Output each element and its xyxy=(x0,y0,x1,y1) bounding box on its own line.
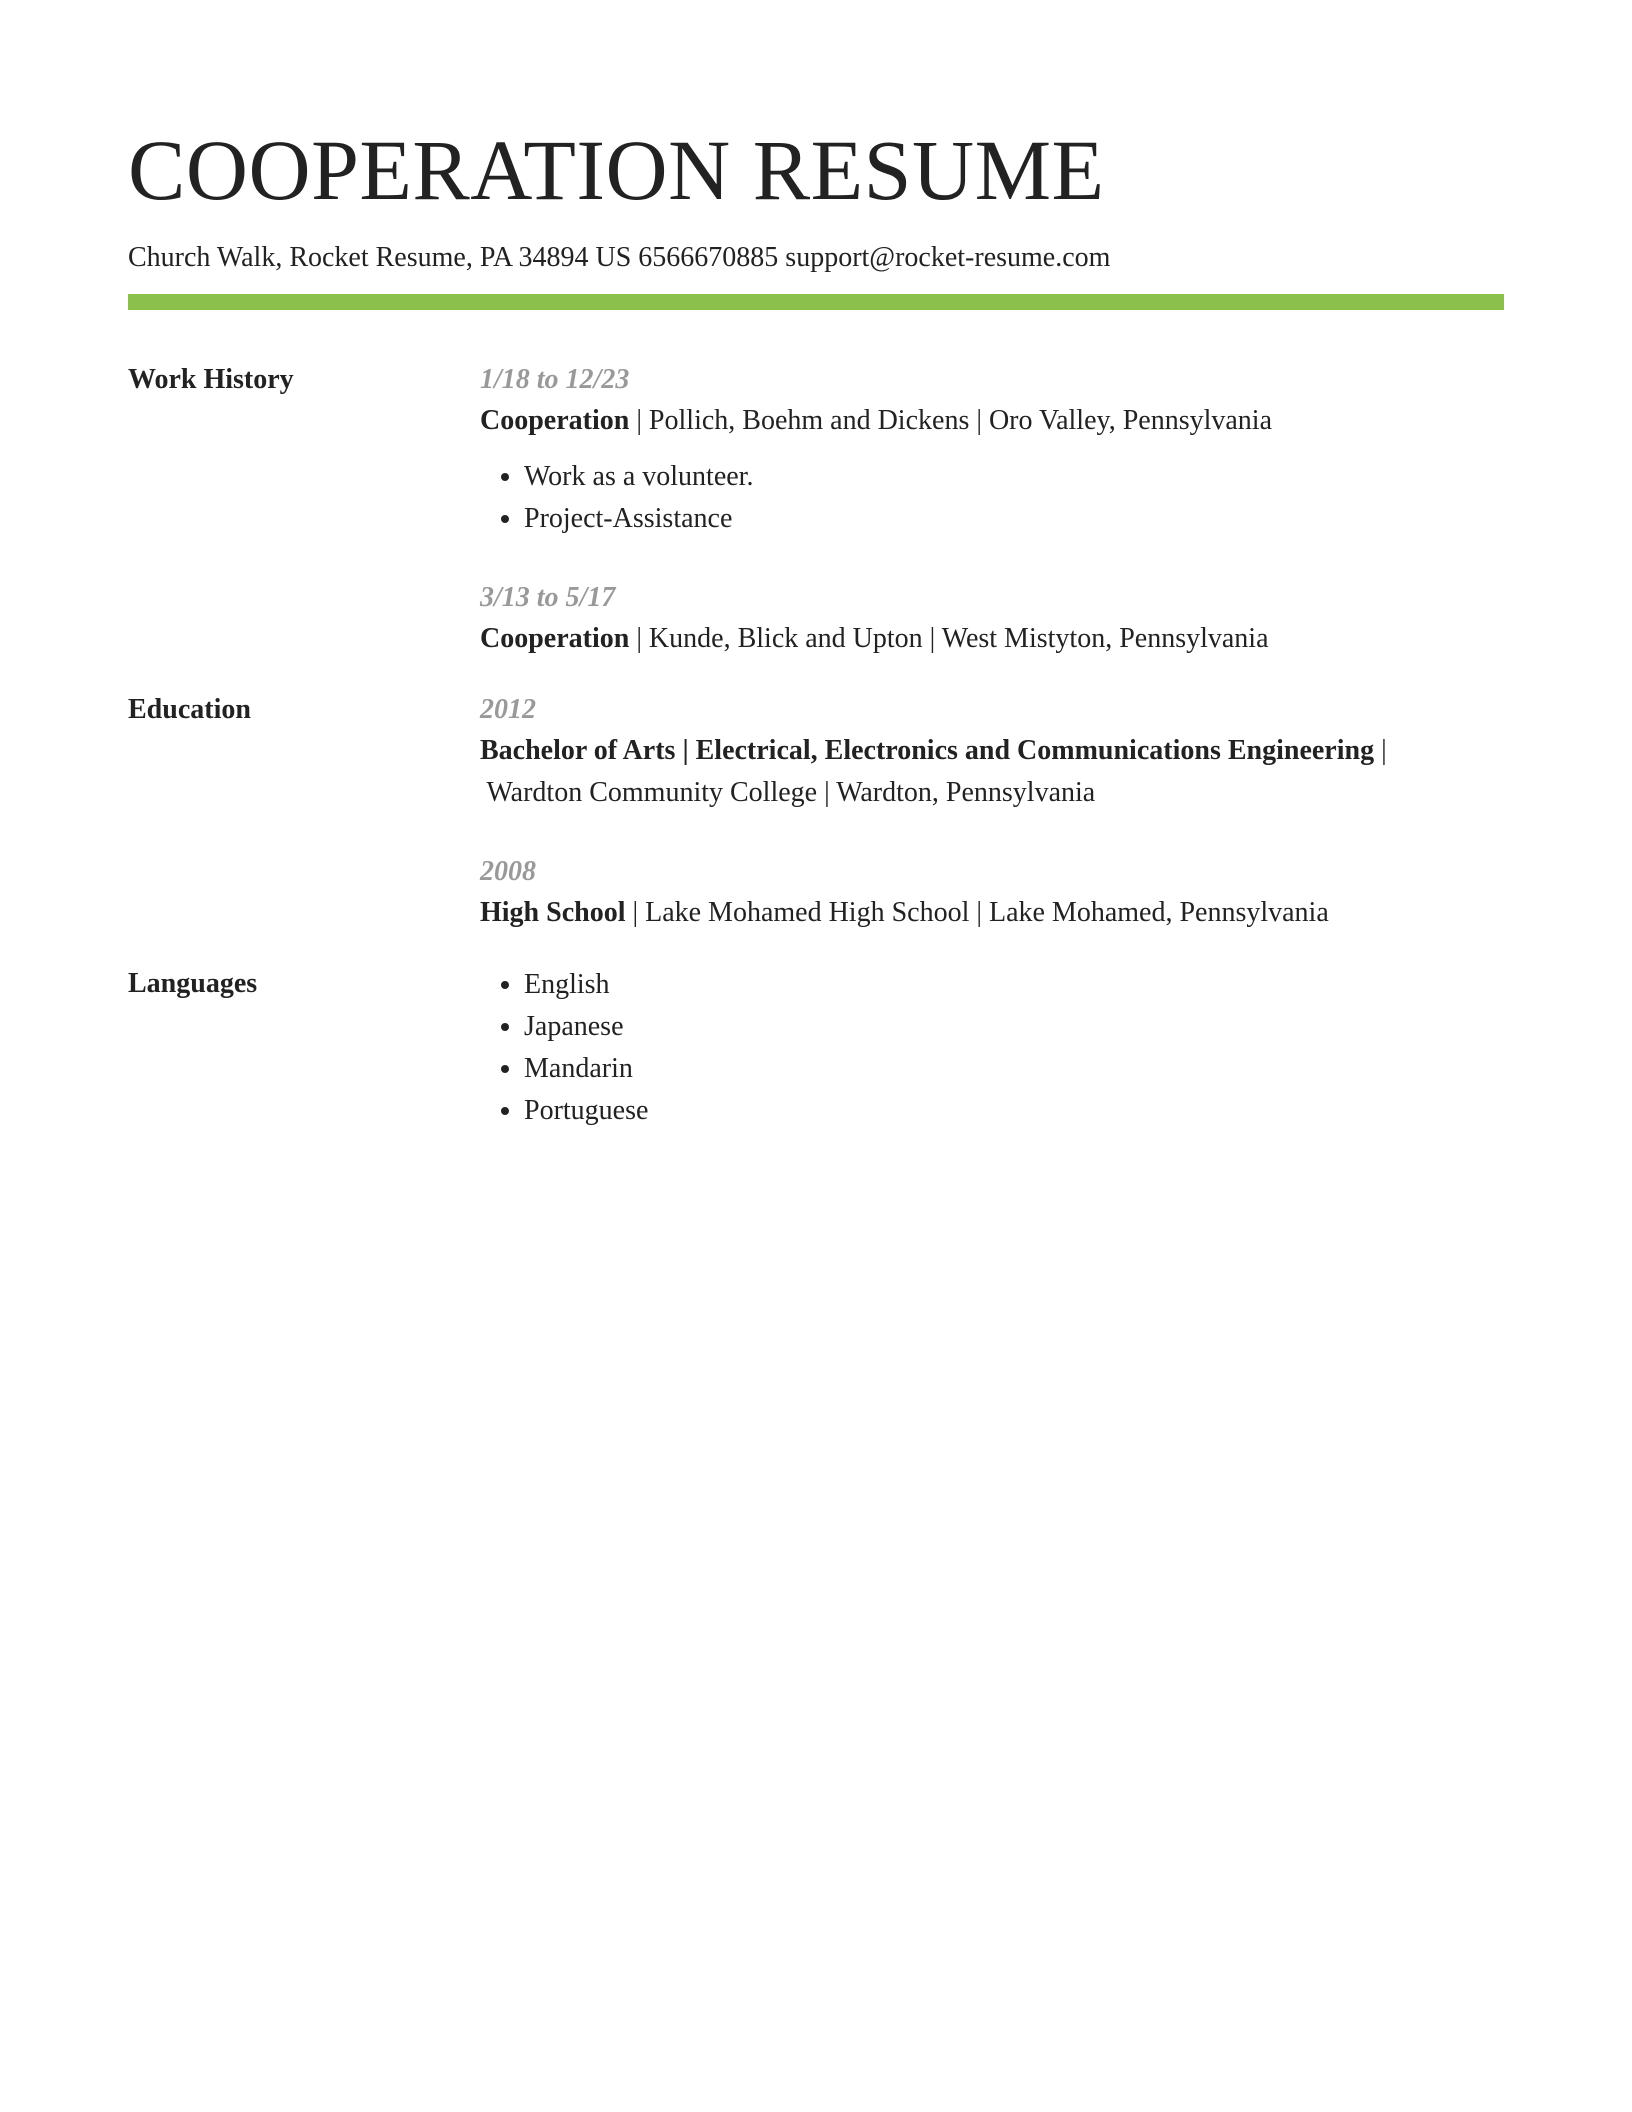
education-details: | Lake Mohamed High School | Lake Mohamed, Pennsylvania xyxy=(625,897,1329,928)
work-entry xyxy=(480,578,1504,660)
education-entry xyxy=(480,690,1504,814)
bullet-item: • Project-Assistance xyxy=(524,498,1504,540)
section-label-work-history: Work History xyxy=(128,364,294,395)
section-label-languages: Languages xyxy=(128,968,258,999)
work-entry-bullets xyxy=(480,456,1504,540)
languages-section xyxy=(128,964,1504,1132)
education-degree: Bachelor of Arts | Electrical, Electronics and Communications Engineering xyxy=(480,735,1375,766)
work-entry-title: Cooperation xyxy=(480,405,630,436)
work-entry-heading xyxy=(480,618,1504,660)
contact-info: Church Walk, Rocket Resume, PA 34894 US 6566670885 support@rocket-resume.com xyxy=(128,242,1111,273)
language-item: • Mandarin xyxy=(524,1048,1504,1090)
resume-page xyxy=(128,120,1504,1132)
education-school: Wardton Community College | Wardton, Pennsylvania xyxy=(480,777,1096,808)
language-item: • Portuguese xyxy=(524,1090,1504,1132)
education-entries xyxy=(480,690,1504,934)
languages-list-wrap xyxy=(480,964,1504,1132)
language-item: • English xyxy=(524,964,1504,1006)
work-entry-title: Cooperation xyxy=(480,623,630,654)
resume-title: COOPERATION RESUME xyxy=(128,122,1105,218)
work-history-entries xyxy=(480,360,1504,660)
education-heading xyxy=(480,730,1504,772)
education-separator: | xyxy=(1374,735,1387,766)
languages-list xyxy=(480,964,1504,1132)
education-year: 2008 xyxy=(480,856,536,887)
education-entry xyxy=(480,852,1504,934)
education-year: 2012 xyxy=(480,694,536,725)
language-item: • Japanese xyxy=(524,1006,1504,1048)
education-section xyxy=(128,690,1504,934)
work-entry-heading xyxy=(480,400,1504,442)
work-entry-dates: 1/18 to 12/23 xyxy=(480,364,630,395)
work-entry-details: | Kunde, Blick and Upton | West Mistyton, Pennsylvania xyxy=(629,623,1269,654)
work-history-section xyxy=(128,360,1504,660)
section-label-education: Education xyxy=(128,694,251,725)
work-entry xyxy=(480,360,1504,540)
work-entry-dates: 3/13 to 5/17 xyxy=(480,582,616,613)
accent-divider xyxy=(128,294,1504,310)
education-title: High School xyxy=(480,897,626,928)
education-heading xyxy=(480,892,1504,934)
work-entry-details: | Pollich, Boehm and Dickens | Oro Valley, Pennsylvania xyxy=(629,405,1273,436)
bullet-item: • Work as a volunteer. xyxy=(524,456,1504,498)
